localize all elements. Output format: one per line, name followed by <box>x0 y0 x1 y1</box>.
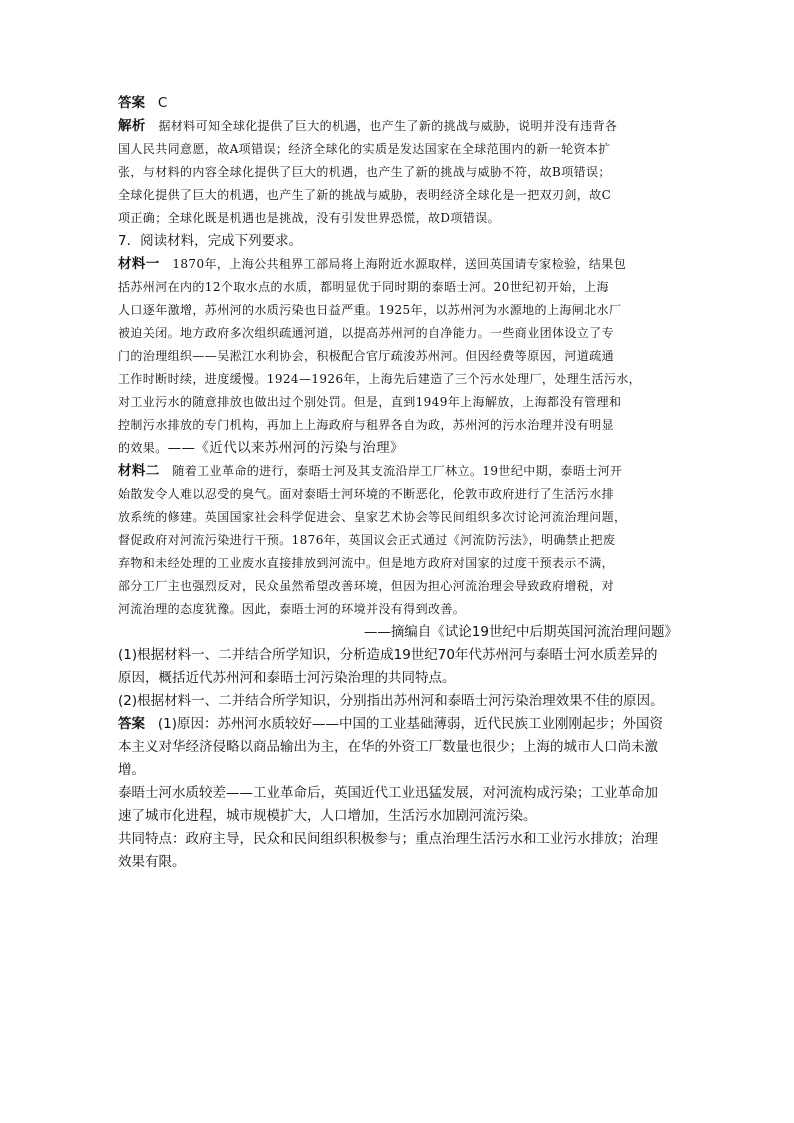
answer7-line-3: 泰晤士河水质较差——工业革命后，英国近代工业迅猛发展，对河流构成污染；工业革命加 <box>118 785 658 801</box>
requirement-line-1: 原因，概括近代苏州河和泰晤士河污染治理的共同特点。 <box>118 670 456 686</box>
answer-label: 答案 <box>118 95 145 111</box>
answer7-line-2: 增。 <box>118 762 145 778</box>
material1-line-2: 人口逐年激增，苏州河的水质污染也日益严重。1925年，以苏州河为水源地的上海闸北水厂 <box>118 303 622 317</box>
explanation-line-1: 国人民共同意愿，故A项错误；经济全球化的实质是发达国家在全球范围内的新一轮资本扩 <box>118 142 611 156</box>
material2-line-0: 材料二 随着工业革命的进行，泰晤士河及其支流沿岸工厂林立。19世纪中期，泰晤士河开 <box>118 463 623 479</box>
material2-line-5: 部分工厂主也强烈反对，民众虽然希望改善环境，但因为担心河流治理会导致政府增税，对 <box>118 579 615 593</box>
material1-line-3: 被迫关闭。地方政府多次组织疏通河道，以提高苏州河的自净能力。一些商业团体设立了专 <box>118 326 615 340</box>
material1-line-5: 工作时断时续，进度缓慢。1924—1926年，上海先后建造了三个污水处理厂，处理生活污水， <box>118 372 642 386</box>
answer-value: C <box>157 95 168 111</box>
material2-line-2: 放系统的修建。英国国家社会科学促进会、皇家艺术协会等民间组织多次讨论河流治理问题， <box>118 510 627 524</box>
material1-line-7: 控制污水排放的专门机构，再加上上海政府与租界各自为政，苏州河的污水治理并没有明显 <box>118 418 615 432</box>
material1-source: ——《近代以来苏州河的污染与治理》 <box>167 440 404 456</box>
requirement-line-2: (2)根据材料一、二并结合所学知识，分别指出苏州河和泰晤士河污染治理效果不佳的原因。 <box>118 693 664 709</box>
material2-source: ——摘编自《试论19世纪中后期英国河流治理问题》 <box>363 624 678 640</box>
explanation-label: 解析 <box>118 118 146 134</box>
answer7-line-4: 速了城市化进程，城市规模扩大，人口增加，生活污水加剧河流污染。 <box>118 808 537 824</box>
answer7-label: 答案 <box>118 716 145 732</box>
material2-label: 材料二 <box>118 463 160 479</box>
question-prompt: 7．阅读材料，完成下列要求。 <box>118 233 303 249</box>
answer-line <box>118 95 678 112</box>
answer7-line-1: 本主义对华经济侵略以商品输出为主，在华的外资工厂数量也很少；上海的城市人口尚未激 <box>118 739 658 755</box>
material2-line-3: 督促政府对河流污染进行干预。1876年，英国议会正式通过《河流防污法》，明确禁止把废 <box>118 533 616 547</box>
material1-line-1: 括苏州河在内的12个取水点的水质，都明显优于同时期的泰晤士河。20世纪初开始，上海 <box>118 280 609 294</box>
explanation-line-4: 项正确；全球化既是机遇也是挑战，没有引发世界恐慌，故D项错误。 <box>118 211 501 225</box>
material1-line-6: 对工业污水的随意排放也做出过个别处罚。但是，直到1949年上海解放，上海都没有管理和 <box>118 395 622 409</box>
material1-line-0: 材料一 1870年，上海公共租界工部局将上海附近水源取样，送回英国请专家检验，结果包 <box>118 256 627 272</box>
explanation-line-0: 解析 据材料可知全球化提供了巨大的机遇，也产生了新的挑战与威胁，说明并没有违背各 <box>118 118 618 134</box>
material2-line-6: 河流治理的态度犹豫。因此，泰晤士河的环境并没有得到改善。 <box>118 602 466 616</box>
material2-line-4: 弃物和未经处理的工业废水直接排放到河流中。但是地方政府对国家的过度干预表示不满， <box>118 556 615 570</box>
answer7-line-0: 答案 (1)原因：苏州河水质较好——中国的工业基础薄弱，近代民族工业刚刚起步；外国资 <box>118 716 663 732</box>
material1-line-8: 的效果。——《近代以来苏州河的污染与治理》 <box>118 440 404 456</box>
requirement-line-0: (1)根据材料一、二并结合所学知识，分析造成19世纪70年代苏州河与泰晤士河水质差异的 <box>118 647 658 663</box>
material1-label: 材料一 <box>118 256 160 272</box>
answer7-line-5: 共同特点：政府主导，民众和民间组织积极参与；重点治理生活污水和工业污水排放；治理 <box>118 831 658 847</box>
explanation-line-2: 张，与材料的内容全球化提供了巨大的机遇，也产生了新的挑战与威胁不符，故B项错误； <box>118 165 611 179</box>
material2-line-1: 始散发令人难以忍受的臭气。面对泰晤士河环境的不断恶化，伦敦市政府进行了生活污水排 <box>118 487 615 501</box>
document-page <box>118 95 678 871</box>
explanation-line-3: 全球化提供了巨大的机遇，也产生了新的挑战与威胁，表明经济全球化是一把双刃剑，故C <box>118 188 612 202</box>
material1-line-4: 门的治理组织——吴淞江水利协会，积极配合官厅疏浚苏州河。但因经费等原因，河道疏通 <box>118 349 615 363</box>
answer7-line-6: 效果有限。 <box>118 854 186 870</box>
